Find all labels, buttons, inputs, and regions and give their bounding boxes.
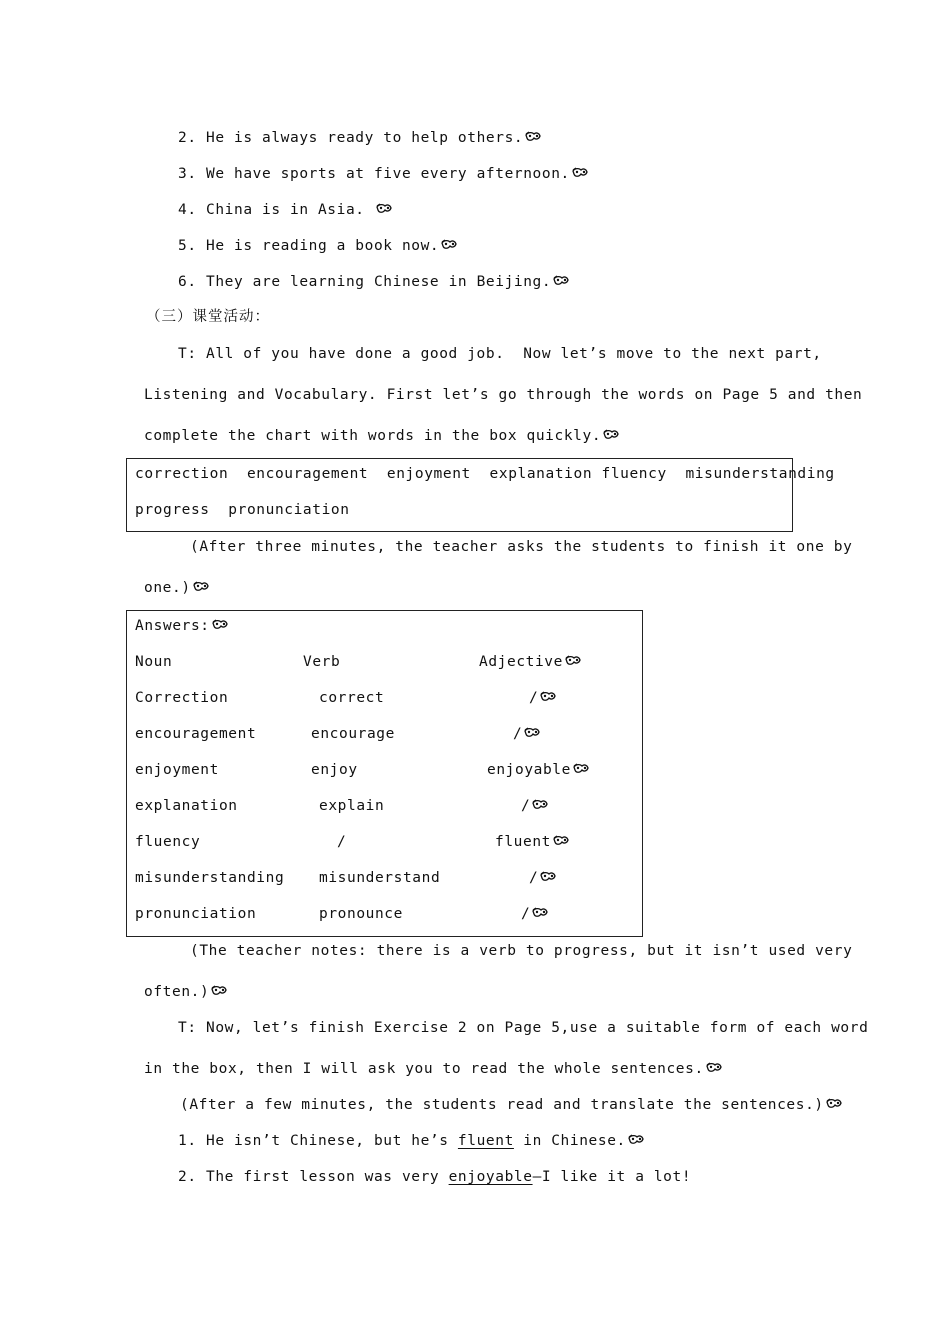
cell-adjective: /	[521, 904, 548, 924]
paragraph-mark-icon	[441, 239, 457, 251]
teacher-line: complete the chart with words in the box quickly.	[144, 426, 619, 446]
cell-verb: /	[337, 834, 347, 850]
paragraph-mark-icon	[212, 619, 228, 631]
cell-noun: pronunciation	[135, 906, 257, 922]
list-item: 6. They are learning Chinese in Beijing.	[178, 272, 569, 292]
paragraph-mark-icon	[628, 1134, 644, 1146]
cell-adjective: /	[513, 724, 540, 744]
after-line: (After a few minutes, the students read and translate the sentences.)	[180, 1095, 842, 1115]
answers-title: Answers:	[135, 616, 228, 636]
paragraph-mark-icon	[706, 1062, 722, 1074]
exercise-item: 2. The first lesson was very enjoyable—I like it a lot!	[178, 1169, 692, 1185]
paragraph-mark-icon	[524, 727, 540, 739]
paragraph-mark-icon	[553, 835, 569, 847]
teacher-line: T: Now, let’s finish Exercise 2 on Page 5,use a suitable form of each word	[178, 1020, 869, 1036]
word-box-line: correction encouragement enjoyment explanation fluency misunderstanding	[135, 466, 835, 482]
cell-adjective: fluent	[495, 832, 569, 852]
section-heading: （三）课堂活动：	[146, 309, 270, 325]
cell-verb: pronounce	[319, 906, 403, 922]
paragraph-mark-icon	[532, 907, 548, 919]
cell-verb: encourage	[311, 726, 395, 742]
after-line: (After three minutes, the teacher asks the students to finish it one by	[190, 539, 853, 555]
paragraph-mark-icon	[376, 203, 392, 215]
cell-noun: Correction	[135, 690, 229, 706]
note-line: often.)	[144, 982, 227, 1002]
answers-box	[126, 610, 643, 937]
cell-adjective: /	[521, 796, 548, 816]
paragraph-mark-icon	[540, 691, 556, 703]
list-item: 4. China is in Asia.	[178, 200, 392, 220]
paragraph-mark-icon	[540, 871, 556, 883]
paragraph-mark-icon	[211, 985, 227, 997]
cell-noun: misunderstanding	[135, 870, 285, 886]
list-item: 2. He is always ready to help others.	[178, 128, 541, 148]
cell-noun: fluency	[135, 834, 201, 850]
cell-adjective: /	[529, 688, 556, 708]
list-item: 3. We have sports at five every afternoon.	[178, 164, 588, 184]
teacher-line: in the box, then I will ask you to read the whole sentences.	[144, 1059, 722, 1079]
cell-verb: explain	[319, 798, 385, 814]
cell-noun: encouragement	[135, 726, 257, 742]
answer-blank: fluent	[457, 1133, 514, 1149]
teacher-line: Listening and Vocabulary. First let’s go through the words on Page 5 and then	[144, 387, 863, 403]
paragraph-mark-icon	[193, 581, 209, 593]
note-line: (The teacher notes: there is a verb to progress, but it isn’t used very	[190, 943, 853, 959]
exercise-item: 1. He isn’t Chinese, but he’s fluent in Chinese.	[178, 1131, 644, 1151]
list-item: 5. He is reading a book now.	[178, 236, 457, 256]
cell-noun: explanation	[135, 798, 238, 814]
paragraph-mark-icon	[525, 131, 541, 143]
paragraph-mark-icon	[573, 763, 589, 775]
cell-verb: correct	[319, 690, 385, 706]
header-verb: Verb	[303, 654, 341, 670]
word-box-line: progress pronunciation	[135, 502, 350, 518]
paragraph-mark-icon	[565, 655, 581, 667]
paragraph-mark-icon	[532, 799, 548, 811]
after-line: one.)	[144, 578, 209, 598]
header-noun: Noun	[135, 654, 173, 670]
cell-verb: misunderstand	[319, 870, 441, 886]
cell-noun: enjoyment	[135, 762, 219, 778]
cell-verb: enjoy	[311, 762, 358, 778]
cell-adjective: /	[529, 868, 556, 888]
paragraph-mark-icon	[572, 167, 588, 179]
word-box	[126, 458, 835, 532]
answer-blank: enjoyable	[448, 1169, 533, 1185]
paragraph-mark-icon	[826, 1098, 842, 1110]
header-adjective: Adjective	[479, 652, 581, 672]
teacher-line: T: All of you have done a good job. Now let’s move to the next part,	[178, 346, 822, 362]
paragraph-mark-icon	[603, 429, 619, 441]
paragraph-mark-icon	[553, 275, 569, 287]
cell-adjective: enjoyable	[487, 760, 589, 780]
